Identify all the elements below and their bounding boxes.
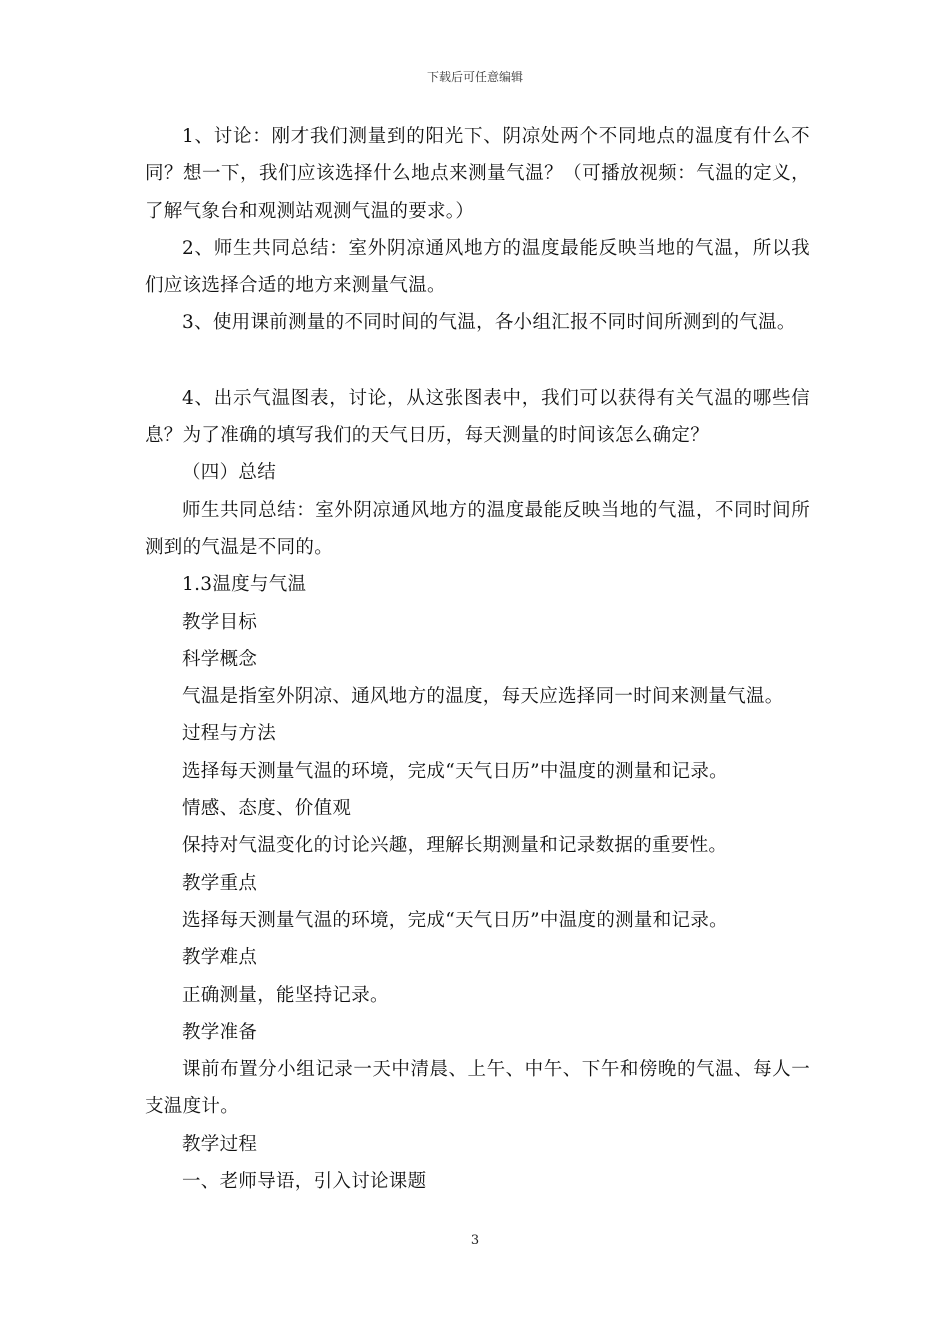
page-number: 3 xyxy=(470,1233,480,1248)
paragraph-process-method: 选择每天测量气温的环境，完成“天气日历”中温度的测量和记录。 xyxy=(182,760,728,782)
section-heading-summary: （四）总结 xyxy=(182,462,277,484)
paragraph-discussion: 1、讨论：刚才我们测量到的阳光下、阴凉处两个不同地点的温度有什么不同？想一下，我们应该选择什么地点来测量气温？（可播放视频：气温的定义，了解气象台和观测站观测气温的要求。） xyxy=(145,126,810,222)
paragraph-summary-location: 2、师生共同总结：室外阴凉通风地方的温度最能反映当地的气温，所以我们应该选择合适的地方来测量气温。 xyxy=(145,237,810,297)
document-body xyxy=(145,118,810,1200)
paragraph-attitude-values: 保持对气温变化的讨论兴趣，理解长期测量和记录数据的重要性。 xyxy=(182,835,728,857)
paragraph-teacher-intro: 一、老师导语，引入讨论课题 xyxy=(182,1171,427,1193)
heading-science-concept: 科学概念 xyxy=(182,648,258,670)
paragraph-group-report: 3、使用课前测量的不同时间的气温，各小组汇报不同时间所测到的气温。 xyxy=(182,312,796,334)
paragraph-difficulties: 正确测量，能坚持记录。 xyxy=(182,984,389,1006)
heading-process-method: 过程与方法 xyxy=(182,723,277,745)
heading-teaching-goals: 教学目标 xyxy=(182,611,258,633)
heading-attitude-values: 情感、态度、价值观 xyxy=(182,798,352,820)
heading-teaching-process: 教学过程 xyxy=(182,1133,258,1155)
page-header: 下载后可任意编辑 xyxy=(426,70,523,84)
heading-preparation: 教学准备 xyxy=(182,1021,258,1043)
lesson-title: 1.3温度与气温 xyxy=(182,574,307,596)
paragraph-key-points: 选择每天测量气温的环境，完成“天气日历”中温度的测量和记录。 xyxy=(182,909,728,931)
heading-key-points: 教学重点 xyxy=(182,872,258,894)
heading-difficulties: 教学难点 xyxy=(182,947,258,969)
paragraph-concept: 气温是指室外阴凉、通风地方的温度，每天应选择同一时间来测量气温。 xyxy=(182,686,784,708)
paragraph-preparation: 课前布置分小组记录一天中清晨、上午、中午、下午和傍晚的气温、每人一支温度计。 xyxy=(145,1059,810,1118)
paragraph-temperature-chart: 4、出示气温图表，讨论，从这张图表中，我们可以获得有关气温的哪些信息？为了准确的填写我们的天气日历，每天测量的时间该怎么确定？ xyxy=(145,387,810,447)
paragraph-summary-conclusion: 师生共同总结：室外阴凉通风地方的温度最能反映当地的气温，不同时间所测到的气温是不同的。 xyxy=(145,499,810,558)
